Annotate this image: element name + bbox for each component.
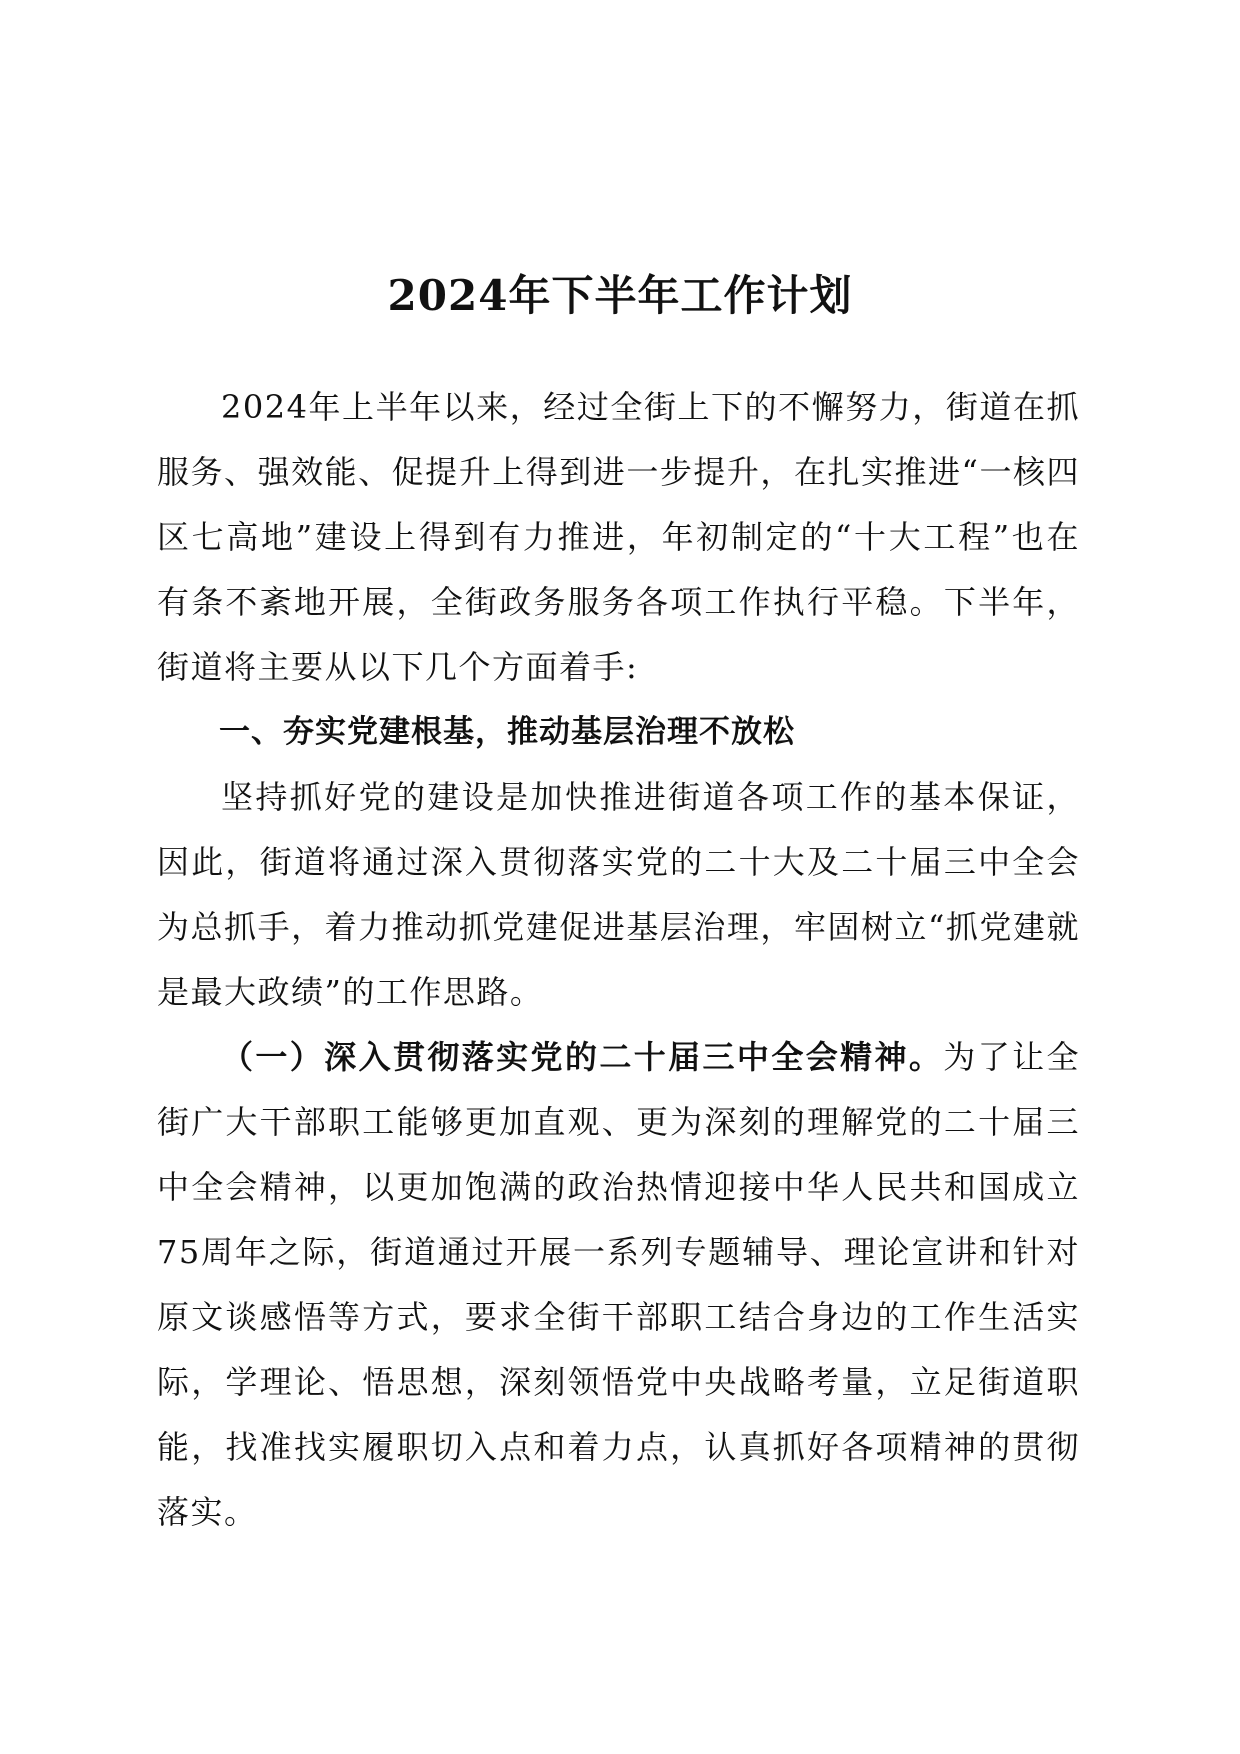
item-1-body: 为了让全街广大干部职工能够更加直观、更为深刻的理解党的二十届三中全会精神，以更加饱满的政治热情迎接中华人民共和国成立75周年之际，街道通过开展一系列专题辅导、理论宣讲和针对原文谈感悟等方式，要求全街干部职工结合身边的工作生活实际，学理论、悟思想，深刻领悟党中央战略考量，立足街道职能，找准找实履职切入点和着力点，认真抓好各项精神的贯彻落实。 — [157, 1038, 1080, 1531]
section-1-heading: 一、夯实党建根基，推动基层治理不放松 — [219, 714, 795, 750]
document-body — [157, 375, 1080, 1545]
document-title: 2024年下半年工作计划 — [387, 271, 853, 321]
intro-paragraph: 2024年上半年以来，经过全街上下的不懈努力，街道在抓服务、强效能、促提升上得到进一步提升，在扎实推进“一核四区七高地”建设上得到有力推进，年初制定的“十大工程”也在有条不紊地开展，全街政务服务各项工作执行平稳。下半年，街道将主要从以下几个方面着手: — [157, 388, 1080, 686]
section-1-paragraph: 坚持抓好党的建设是加快推进街道各项工作的基本保证，因此，街道将通过深入贯彻落实党的二十大及二十届三中全会为总抓手，着力推动抓党建促进基层治理，牢固树立“抓党建就是最大政绩”的工作思路。 — [157, 778, 1080, 1011]
item-1-lead: （一）深入贯彻落实党的二十届三中全会精神。 — [221, 1038, 944, 1076]
item-1-paragraph — [157, 1025, 1080, 1545]
